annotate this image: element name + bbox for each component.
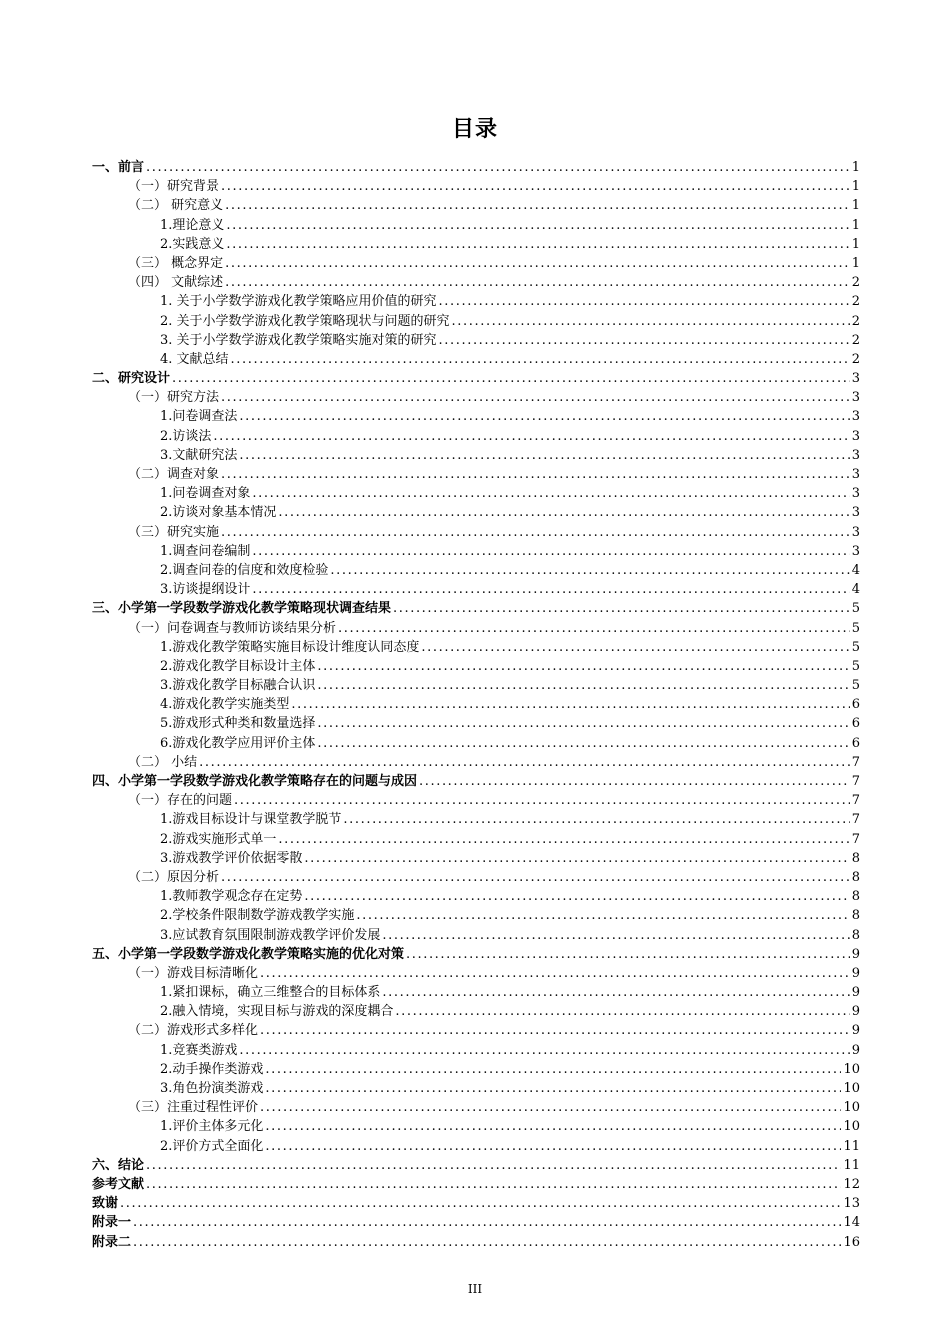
toc-entry-title: （二） 研究意义 (128, 198, 224, 214)
toc-entry-title: 3. 关于小学数学游戏化教学策略实施对策的研究 (160, 332, 437, 348)
toc-dot-leader (278, 830, 849, 849)
toc-entry-page-number: 3 (851, 390, 860, 406)
toc-entry-page-number: 4 (851, 562, 860, 578)
toc-entry-page-number: 2 (851, 332, 860, 348)
toc-entry-page-number: 3 (851, 409, 860, 425)
toc-entry-page-number: 8 (851, 927, 860, 943)
toc-entry[interactable] (92, 791, 860, 810)
toc-entry[interactable] (92, 945, 860, 964)
toc-dot-leader (356, 906, 849, 925)
toc-entry-page-number: 3 (851, 543, 860, 559)
toc-entry-page-number: 9 (851, 1042, 860, 1058)
toc-dot-leader (382, 926, 849, 945)
toc-entry-page-number: 2 (851, 351, 860, 367)
toc-entry-page-number: 8 (851, 850, 860, 866)
toc-entry-title: 3.访谈提纲设计 (160, 582, 251, 598)
toc-dot-leader (265, 1060, 841, 1079)
toc-entry-title: （一）研究方法 (128, 390, 220, 406)
toc-entry[interactable] (92, 676, 860, 695)
toc-entry-page-number: 14 (843, 1215, 860, 1231)
toc-entry-page-number: 8 (851, 908, 860, 924)
toc-entry-title: 6.游戏化教学应用评价主体 (160, 735, 316, 751)
toc-entry[interactable] (92, 1156, 860, 1175)
toc-dot-leader (343, 810, 849, 829)
toc-entry[interactable] (92, 407, 860, 426)
toc-entry[interactable] (92, 1213, 860, 1232)
toc-entry[interactable] (92, 964, 860, 983)
toc-dot-leader (120, 1194, 841, 1213)
toc-entry-title: 3.文献研究法 (160, 447, 238, 463)
toc-entry[interactable] (92, 1060, 860, 1079)
toc-entry-title: 4. 文献总结 (160, 351, 229, 367)
toc-entry[interactable] (92, 714, 860, 733)
toc-entry-page-number: 3 (851, 447, 860, 463)
toc-entry[interactable] (92, 1002, 860, 1021)
toc-entry-page-number: 7 (851, 831, 860, 847)
toc-entry-page-number: 9 (851, 985, 860, 1001)
toc-entry-page-number: 11 (843, 1138, 860, 1154)
toc-entry-page-number: 5 (851, 620, 860, 636)
toc-dot-leader (452, 312, 850, 331)
toc-entry-title: 1.游戏化教学策略实施目标设计维度认同态度 (160, 639, 420, 655)
toc-dot-leader (226, 216, 849, 235)
toc-dot-leader (317, 714, 849, 733)
toc-entry[interactable] (92, 810, 860, 829)
toc-dot-leader (291, 695, 849, 714)
toc-entry-page-number: 16 (843, 1234, 860, 1250)
toc-entry-page-number: 9 (851, 946, 860, 962)
page-number-footer: III (467, 1282, 483, 1296)
toc-dot-leader (382, 983, 849, 1002)
toc-entry-title: 2.访谈对象基本情况 (160, 505, 277, 521)
toc-entry-title: 3.游戏教学评价依据零散 (160, 850, 303, 866)
toc-entry-title: 2.实践意义 (160, 236, 225, 252)
toc-entry[interactable] (92, 465, 860, 484)
toc-entry-title: 1.问卷调查法 (160, 409, 238, 425)
toc-dot-leader (260, 964, 850, 983)
toc-entry[interactable] (92, 849, 860, 868)
toc-dot-leader (239, 446, 849, 465)
toc-entry-page-number: 5 (851, 601, 860, 617)
toc-entry-page-number: 6 (851, 716, 860, 732)
toc-dot-leader (395, 1002, 849, 1021)
toc-entry[interactable] (92, 177, 860, 196)
toc-entry-page-number: 1 (851, 179, 860, 195)
toc-entry[interactable] (92, 657, 860, 676)
toc-entry[interactable] (92, 753, 860, 772)
toc-entry-title: 1.调查问卷编制 (160, 543, 251, 559)
toc-entry-title: 1.问卷调查对象 (160, 486, 251, 502)
toc-entry[interactable] (92, 369, 860, 388)
toc-entry[interactable] (92, 503, 860, 522)
toc-entry[interactable] (92, 427, 860, 446)
toc-entry-title: （二）原因分析 (128, 869, 220, 885)
toc-entry-page-number: 1 (851, 198, 860, 214)
toc-entry-title: 2.融入情境，实现目标与游戏的深度耦合 (160, 1004, 394, 1020)
toc-dot-leader (393, 599, 850, 618)
toc-entry-title: 六、结论 (92, 1157, 145, 1173)
toc-entry-title: 2.游戏化教学目标设计主体 (160, 658, 316, 674)
toc-dot-leader (239, 1041, 849, 1060)
toc-entry-title: 2.学校条件限制数学游戏教学实施 (160, 908, 355, 924)
toc-entry-page-number: 10 (843, 1061, 860, 1077)
toc-entry-title: 5.游戏形式种类和数量选择 (160, 716, 316, 732)
toc-entry-title: （四） 文献综述 (128, 275, 224, 291)
toc-entry[interactable] (92, 1041, 860, 1060)
toc-entry-page-number: 9 (851, 1004, 860, 1020)
toc-entry-title: 3.角色扮演类游戏 (160, 1081, 264, 1096)
toc-entry-title: 2.访谈法 (160, 428, 212, 444)
toc-dot-leader (406, 945, 850, 964)
toc-entry[interactable] (92, 580, 860, 599)
table-of-contents (92, 158, 860, 1252)
toc-entry-page-number: 9 (851, 1023, 860, 1039)
toc-entry-title: 附录一 (92, 1215, 132, 1231)
toc-entry-page-number: 6 (851, 697, 860, 713)
toc-entry[interactable] (92, 772, 860, 791)
toc-entry-page-number: 2 (851, 294, 860, 310)
toc-dot-leader (239, 407, 849, 426)
toc-entry[interactable] (92, 561, 860, 580)
toc-dot-leader (225, 196, 850, 215)
toc-dot-leader (225, 273, 850, 292)
toc-dot-leader (265, 1137, 841, 1156)
toc-dot-leader (231, 350, 850, 369)
toc-entry-page-number: 3 (851, 371, 860, 387)
toc-dot-leader (221, 523, 850, 542)
toc-entry-title: （三）注重过程性评价 (128, 1100, 259, 1116)
toc-entry[interactable] (92, 235, 860, 254)
toc-entry[interactable] (92, 887, 860, 906)
toc-entry-title: 附录二 (92, 1234, 132, 1250)
toc-entry-page-number: 3 (851, 524, 860, 540)
toc-dot-leader (146, 1175, 841, 1194)
toc-entry-title: 参考文献 (92, 1176, 145, 1192)
toc-entry[interactable] (92, 388, 860, 407)
toc-entry-title: 四、小学第一学段数学游戏化教学策略存在的问题与成因 (92, 774, 418, 789)
toc-entry-title: 1.竞赛类游戏 (160, 1042, 238, 1058)
toc-entry[interactable] (92, 312, 860, 331)
toc-entry-title: 三、小学第一学段数学游戏化教学策略现状调查结果 (92, 601, 392, 617)
toc-entry-page-number: 3 (851, 467, 860, 482)
toc-entry-page-number: 3 (851, 505, 860, 521)
toc-entry-page-number: 2 (851, 275, 860, 291)
toc-entry[interactable] (92, 273, 860, 292)
toc-entry[interactable] (92, 830, 860, 849)
toc-dot-leader (330, 561, 849, 580)
toc-entry-page-number: 1 (851, 255, 860, 271)
toc-dot-leader (265, 1079, 841, 1098)
toc-dot-leader (252, 484, 849, 503)
toc-entry-title: （一）游戏目标清晰化 (128, 965, 259, 981)
toc-entry-title: （二） 小结 (128, 754, 198, 770)
toc-entry-page-number: 5 (851, 639, 860, 655)
toc-entry-page-number: 10 (843, 1119, 860, 1135)
toc-dot-leader (234, 791, 850, 810)
toc-entry[interactable] (92, 254, 860, 273)
toc-dot-leader (133, 1213, 841, 1232)
toc-entry[interactable] (92, 1233, 860, 1252)
toc-entry-page-number: 1 (851, 217, 860, 233)
toc-entry[interactable] (92, 158, 860, 177)
toc-entry[interactable] (92, 292, 860, 311)
toc-entry-page-number: 7 (851, 774, 860, 789)
toc-entry-page-number: 7 (851, 754, 860, 770)
toc-entry-page-number: 6 (851, 735, 860, 751)
toc-dot-leader (213, 427, 849, 446)
toc-entry-page-number: 8 (851, 869, 860, 885)
toc-entry[interactable] (92, 1098, 860, 1117)
toc-dot-leader (439, 292, 850, 311)
toc-entry-title: 4.游戏化教学实施类型 (160, 697, 290, 713)
toc-entry-page-number: 9 (851, 965, 860, 981)
toc-entry[interactable] (92, 868, 860, 887)
toc-entry[interactable] (92, 196, 860, 215)
toc-entry-page-number: 1 (851, 160, 860, 175)
toc-entry[interactable] (92, 1079, 860, 1098)
toc-dot-leader (221, 868, 850, 887)
toc-dot-leader (304, 887, 849, 906)
toc-entry[interactable] (92, 484, 860, 503)
toc-entry-title: （一）存在的问题 (128, 793, 233, 809)
toc-entry-title: （一）研究背景 (128, 179, 220, 195)
toc-entry-title: （二）游戏形式多样化 (128, 1023, 259, 1039)
toc-entry-title: （一）问卷调查与教师访谈结果分析 (128, 620, 337, 636)
toc-entry-page-number: 5 (851, 678, 860, 694)
toc-entry-page-number: 11 (843, 1157, 860, 1173)
toc-entry[interactable] (92, 350, 860, 369)
toc-entry[interactable] (92, 1021, 860, 1040)
toc-entry-title: 1.教师教学观念存在定势 (160, 889, 303, 905)
toc-dot-leader (225, 254, 850, 273)
toc-dot-leader (260, 1098, 841, 1117)
toc-entry-title: 2.评价方式全面化 (160, 1138, 264, 1154)
toc-dot-leader (252, 580, 849, 599)
toc-entry-page-number: 12 (843, 1176, 860, 1192)
toc-entry-title: 3.应试教育氛围限制游戏教学评价发展 (160, 927, 381, 943)
toc-dot-leader (146, 158, 850, 177)
toc-dot-leader (221, 388, 850, 407)
toc-entry[interactable] (92, 638, 860, 657)
toc-entry[interactable] (92, 906, 860, 925)
toc-entry[interactable] (92, 695, 860, 714)
toc-entry-title: 2. 关于小学数学游戏化教学策略现状与问题的研究 (160, 313, 450, 329)
toc-entry-page-number: 10 (843, 1100, 860, 1116)
toc-entry-title: 1. 关于小学数学游戏化教学策略应用价值的研究 (160, 294, 437, 310)
toc-dot-leader (317, 734, 849, 753)
toc-entry[interactable] (92, 983, 860, 1002)
toc-entry-title: 一、前言 (92, 160, 145, 175)
toc-entry[interactable] (92, 1137, 860, 1156)
toc-entry[interactable] (92, 216, 860, 235)
toc-entry-title: （三）研究实施 (128, 524, 220, 540)
toc-entry[interactable] (92, 926, 860, 945)
toc-entry-page-number: 5 (851, 658, 860, 674)
toc-dot-leader (421, 638, 849, 657)
toc-entry[interactable] (92, 331, 860, 350)
toc-dot-leader (439, 331, 850, 350)
toc-dot-leader (172, 369, 850, 388)
toc-entry-page-number: 1 (851, 236, 860, 252)
toc-entry-page-number: 10 (843, 1081, 860, 1096)
toc-dot-leader (304, 849, 849, 868)
toc-entry-title: 1.理论意义 (160, 217, 225, 233)
toc-dot-leader (252, 542, 849, 561)
toc-entry[interactable] (92, 619, 860, 638)
toc-entry-title: （二）调查对象 (128, 467, 220, 482)
toc-dot-leader (226, 235, 849, 254)
toc-entry-page-number: 3 (851, 428, 860, 444)
toc-entry-title: （三） 概念界定 (128, 255, 224, 271)
toc-entry[interactable] (92, 523, 860, 542)
toc-dot-leader (265, 1117, 841, 1136)
toc-entry[interactable] (92, 734, 860, 753)
toc-entry-page-number: 3 (851, 486, 860, 502)
toc-entry-page-number: 7 (851, 793, 860, 809)
toc-entry-page-number: 2 (851, 313, 860, 329)
toc-entry-page-number: 8 (851, 889, 860, 905)
toc-entry-page-number: 13 (843, 1196, 860, 1212)
toc-entry[interactable] (92, 542, 860, 561)
toc-dot-leader (221, 177, 850, 196)
toc-entry[interactable] (92, 1194, 860, 1213)
toc-dot-leader (199, 753, 850, 772)
toc-dot-leader (419, 772, 850, 791)
page-title: 目录 (451, 117, 498, 142)
toc-entry-title: 二、研究设计 (92, 371, 171, 387)
toc-entry-title: 1.紧扣课标，确立三维整合的目标体系 (160, 985, 381, 1001)
toc-entry-title: 2.游戏实施形式单一 (160, 831, 277, 847)
toc-entry[interactable] (92, 446, 860, 465)
toc-dot-leader (133, 1233, 841, 1252)
toc-dot-leader (221, 465, 850, 484)
toc-entry-page-number: 7 (851, 812, 860, 828)
toc-entry-title: 2.动手操作类游戏 (160, 1061, 264, 1077)
toc-dot-leader (146, 1156, 841, 1175)
toc-dot-leader (260, 1021, 850, 1040)
toc-entry[interactable] (92, 599, 860, 618)
toc-entry[interactable] (92, 1175, 860, 1194)
toc-dot-leader (317, 676, 849, 695)
toc-entry-title: 五、小学第一学段数学游戏化教学策略实施的优化对策 (92, 946, 405, 962)
toc-entry-page-number: 4 (851, 582, 860, 598)
toc-entry-title: 1.评价主体多元化 (160, 1119, 264, 1135)
toc-dot-leader (338, 619, 850, 638)
toc-dot-leader (278, 503, 849, 522)
toc-dot-leader (317, 657, 849, 676)
toc-entry-title: 1.游戏目标设计与课堂教学脱节 (160, 812, 342, 828)
toc-entry-title: 3.游戏化教学目标融合认识 (160, 678, 316, 694)
toc-entry-title: 2.调查问卷的信度和效度检验 (160, 562, 329, 578)
toc-entry[interactable] (92, 1117, 860, 1136)
toc-entry-title: 致谢 (92, 1196, 119, 1212)
